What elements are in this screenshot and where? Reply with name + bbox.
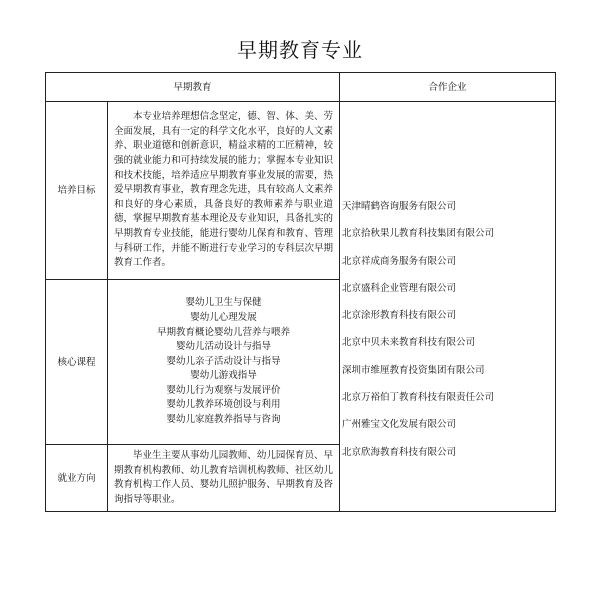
row-training-goal: [46, 102, 556, 280]
course-item: 婴幼儿亲子活动设计与指导: [166, 355, 281, 367]
course-item: 婴幼儿教养环境创设与利用: [166, 399, 281, 411]
course-item: 婴幼儿行为观察与发展评价: [166, 384, 281, 396]
partner-item: 北京涂形教育科技有限公司: [342, 310, 457, 322]
partner-item: 北京祥成商务服务有限公司: [342, 255, 457, 267]
partner-item: 北京中贝未来教育科技有限公司: [342, 337, 476, 349]
partner-item: 广州雅宝文化发展有限公司: [342, 419, 457, 431]
course-item: 早期教育概论婴幼儿营养与喂养: [157, 326, 291, 338]
course-item: 婴幼儿卫生与保健: [185, 297, 262, 309]
row-label-core-courses: 核心课程: [46, 280, 108, 445]
course-item: 婴幼儿心理发展: [190, 311, 257, 323]
partner-item: 天津晴鹤咨询服务有限公司: [342, 201, 457, 212]
partner-item: 北京欣海教育科技有限公司: [342, 446, 457, 458]
header-program: 早期教育: [46, 73, 340, 102]
program-table: [45, 72, 556, 512]
partner-item: 北京盛科企业管理有限公司: [342, 282, 457, 294]
training-goal-text: 本专业培养理想信念坚定，德、智、体、美、劳全面发展，具有一定的科学文化水平，良好的人文素养、职业道德和创新意识，精益求精的工匠精神，较强的就业能力和可持续发展的能力；掌握本专业知识和技术技能，培养适应早期教育事业发展的需要，热爱早期教育事业，教育理念先进，具有较高人文素养和良好的身心素质，具备良好的教师素养与职业道德，掌握早期教育基本理论及专业知识，具备扎实的早期教育专业技能，能进行婴幼儿保育和教育、管理与科研工作，并能不断进行专业学习的专科层次早期教育工作者。: [108, 102, 340, 280]
row-label-career-direction: 就业方向: [46, 445, 108, 512]
row-label-training-goal: 培养目标: [46, 102, 108, 280]
partner-item: 北京万裕伯丁教育科技有限责任公司: [342, 392, 495, 404]
partners-cell: [340, 102, 556, 512]
course-item: 婴幼儿游戏指导: [190, 370, 257, 382]
table-header-row: [46, 73, 556, 102]
course-item: 婴幼儿家庭教养指导与咨询: [166, 414, 281, 426]
partner-item: 深圳市维厘教育投资集团有限公司: [342, 364, 485, 376]
header-partners: 合作企业: [340, 73, 556, 102]
page-title: 早期教育专业: [237, 38, 363, 62]
career-direction-text: 毕业生主要从事幼儿园教师、幼儿园保育员、早期教育机构教师、幼儿教育培训机构教师、社区幼儿教育机构工作人员、婴幼儿照护服务、早期教育及咨询指导等职业。: [108, 445, 340, 512]
course-item: 婴幼儿活动设计与指导: [176, 341, 272, 353]
partner-item: 北京拾秋果儿教育科技集团有限公司: [342, 228, 495, 240]
core-courses-list: [108, 280, 340, 445]
